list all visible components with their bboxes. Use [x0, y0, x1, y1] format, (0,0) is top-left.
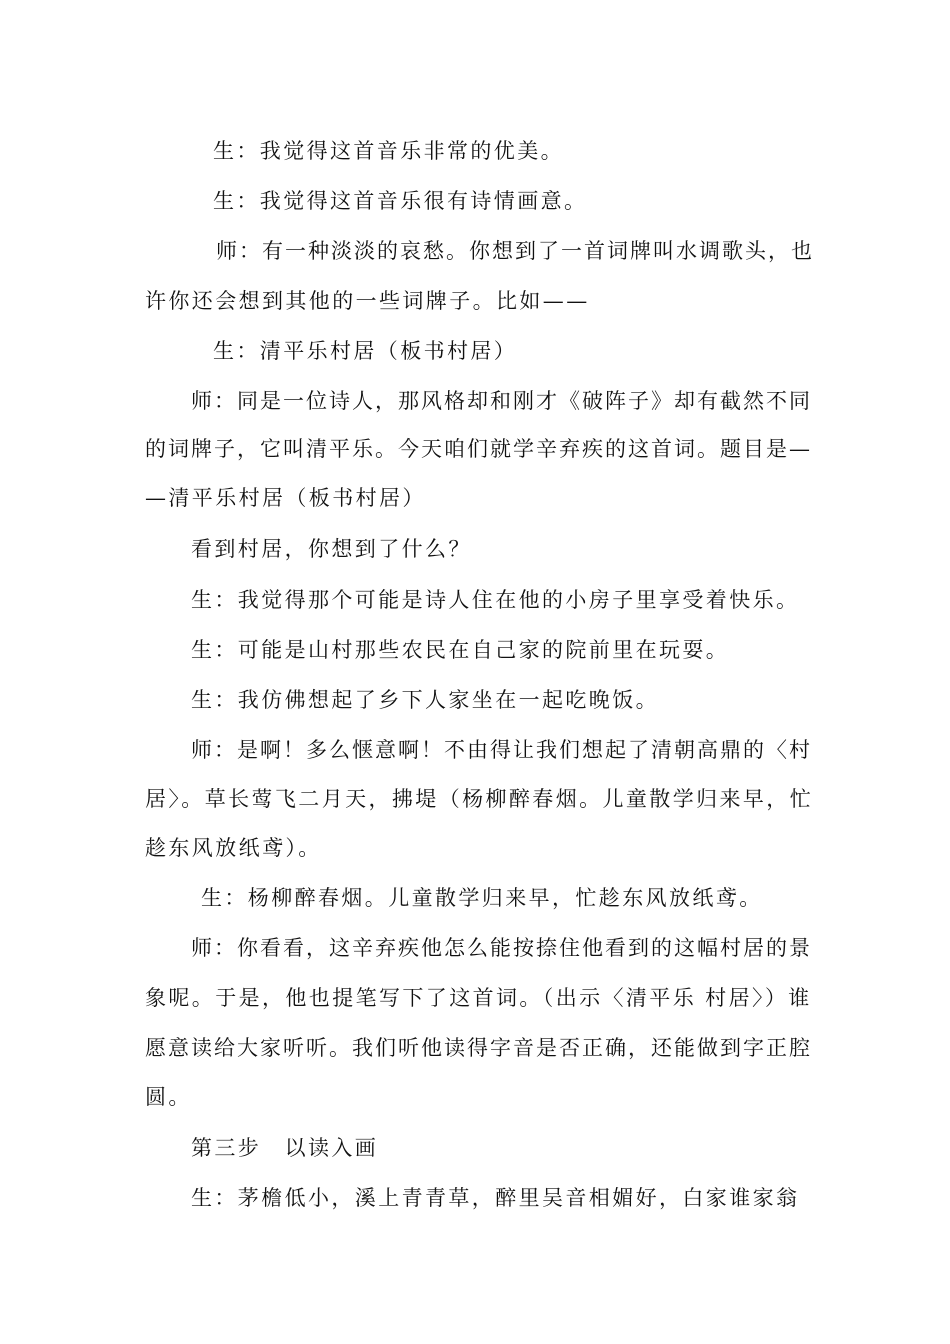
text-line: 的词牌子，它叫清平乐。今天咱们就学辛弃疾的这首词。题目是—: [145, 437, 812, 461]
text-line: 师：同是一位诗人，那风格却和刚才《破阵子》却有截然不同: [191, 389, 812, 413]
text-line: 生：我觉得这首音乐非常的优美。: [213, 139, 564, 163]
text-line: 生：茅檐低小，溪上青青草，醉里吴音相媚好，白家谁家翁: [191, 1186, 800, 1210]
text-line: —清平乐村居（板书村居）: [145, 486, 426, 510]
text-line: 生：清平乐村居（板书村居）: [213, 339, 518, 363]
text-line: 生：我觉得这首音乐很有诗情画意。: [213, 189, 588, 213]
text-line: 趁东风放纸鸢）。: [145, 836, 322, 860]
text-line: 师：你看看，这辛弃疾他怎么能按捺住他看到的这幅村居的景: [191, 936, 812, 960]
text-line: 生：我仿佛想起了乡下人家坐在一起吃晚饭。: [191, 688, 659, 712]
text-line: 生：可能是山村那些农民在自己家的院前里在玩耍。: [191, 638, 730, 662]
section-heading: 第三步 以读入画: [191, 1136, 379, 1160]
text-line: 圆。: [145, 1085, 192, 1109]
text-line: 象呢。于是，他也提笔写下了这首词。（出示〈清平乐 村居〉）谁: [145, 986, 812, 1010]
text-line: 师：是啊！多么惬意啊！不由得让我们想起了清朝高鼎的〈村: [191, 738, 812, 762]
text-line: 师：有一种淡淡的哀愁。你想到了一首词牌叫水调歌头，也: [216, 239, 814, 263]
text-line: 许你还会想到其他的一些词牌子。比如——: [145, 289, 590, 313]
text-line: 愿意读给大家听听。我们听他读得字音是否正确，还能做到字正腔: [145, 1036, 812, 1060]
text-line: 生：我觉得那个可能是诗人住在他的小房子里享受着快乐。: [191, 588, 800, 612]
text-line: 生：杨柳醉春烟。儿童散学归来早，忙趁东风放纸鸢。: [201, 886, 763, 910]
text-line: 居〉。草长莺飞二月天，拂堤（杨柳醉春烟。儿童散学归来早，忙: [145, 787, 814, 811]
text-line: 看到村居，你想到了什么？: [191, 537, 472, 561]
